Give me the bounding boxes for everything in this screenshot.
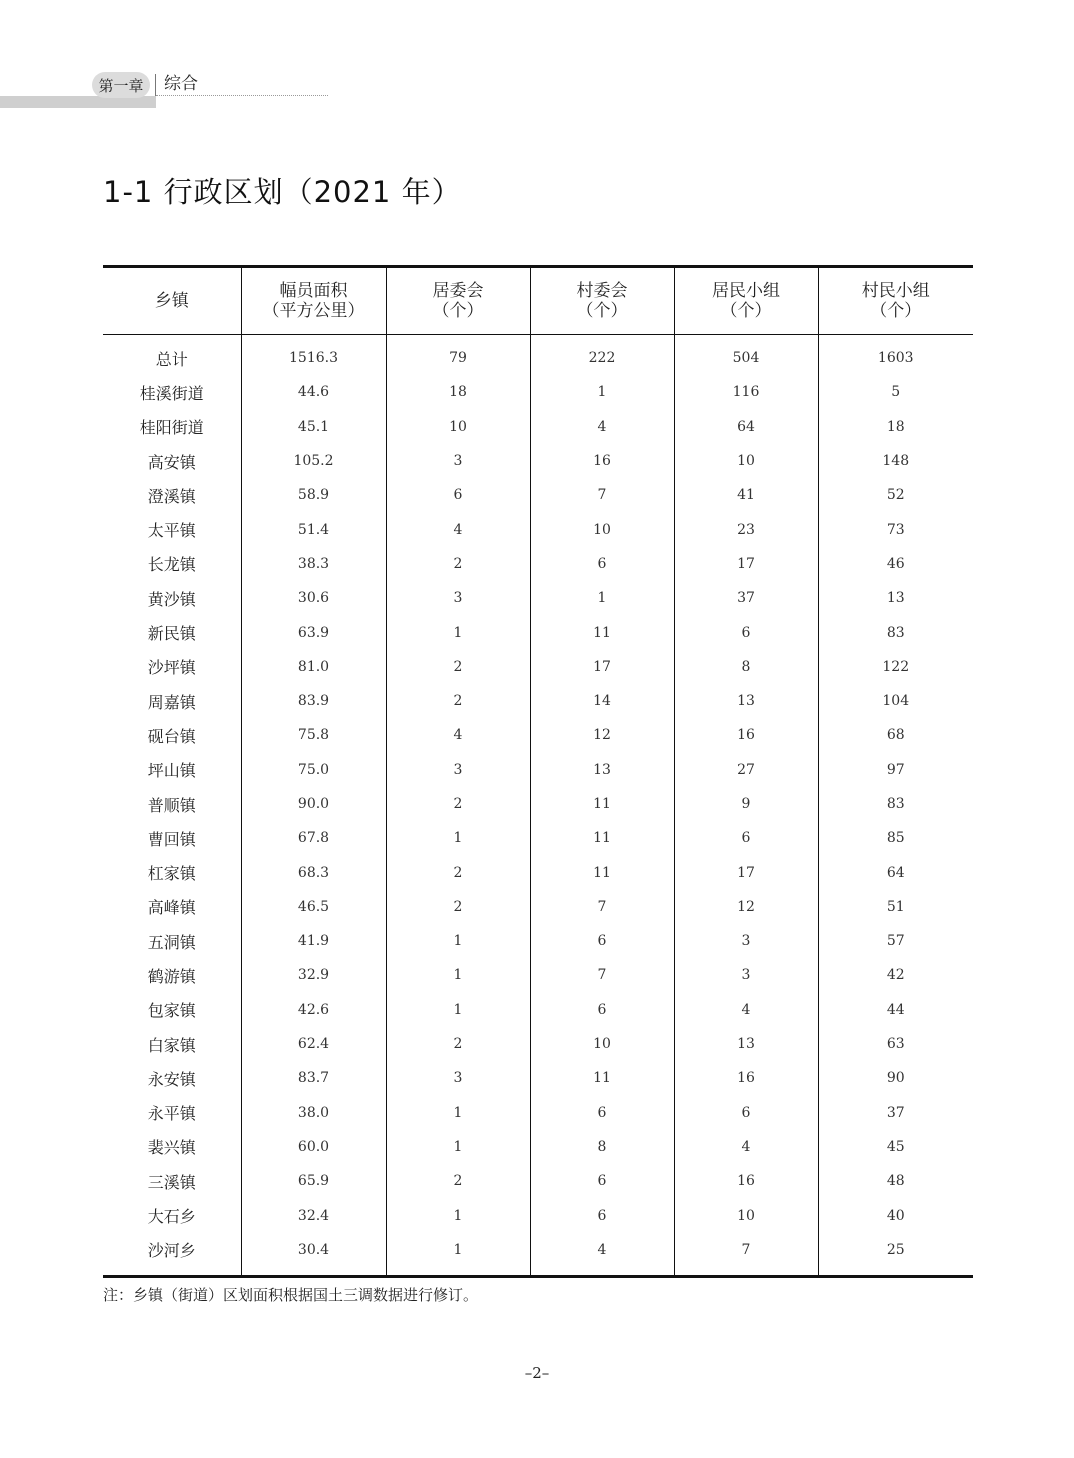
township-name-cell: 高安镇 bbox=[147, 452, 196, 472]
table-row bbox=[103, 958, 973, 992]
value-cell: 17 bbox=[674, 547, 818, 581]
value-cell: 44 bbox=[818, 993, 973, 1027]
value-cell: 1516.3 bbox=[241, 335, 386, 376]
value-cell: 6 bbox=[674, 1096, 818, 1130]
value-cell: 48 bbox=[818, 1164, 973, 1198]
table-body bbox=[103, 335, 973, 1277]
value-cell: 17 bbox=[530, 650, 674, 684]
township-name-cell: 五洞镇 bbox=[147, 932, 196, 952]
value-cell: 6 bbox=[530, 1198, 674, 1232]
value-cell: 83.9 bbox=[241, 684, 386, 718]
value-cell: 25 bbox=[818, 1233, 973, 1277]
value-cell: 11 bbox=[530, 615, 674, 649]
township-name-cell: 砚台镇 bbox=[147, 726, 196, 746]
value-cell: 3 bbox=[674, 958, 818, 992]
table-row bbox=[103, 1027, 973, 1061]
value-cell: 14 bbox=[530, 684, 674, 718]
value-cell: 51 bbox=[818, 890, 973, 924]
value-cell: 2 bbox=[386, 787, 530, 821]
value-cell: 45.1 bbox=[241, 410, 386, 444]
table-row bbox=[103, 821, 973, 855]
value-cell: 83 bbox=[818, 787, 973, 821]
column-header-unit: （个） bbox=[720, 301, 772, 321]
value-cell: 2 bbox=[386, 855, 530, 889]
value-cell: 1 bbox=[386, 1198, 530, 1232]
table-row bbox=[103, 1130, 973, 1164]
value-cell: 6 bbox=[530, 1096, 674, 1130]
value-cell: 1 bbox=[386, 1096, 530, 1130]
value-cell: 6 bbox=[530, 993, 674, 1027]
value-cell: 97 bbox=[818, 753, 973, 787]
value-cell: 7 bbox=[530, 478, 674, 512]
column-header-title: 乡镇 bbox=[154, 291, 189, 311]
value-cell: 81.0 bbox=[241, 650, 386, 684]
value-cell: 38.0 bbox=[241, 1096, 386, 1130]
table-row bbox=[103, 512, 973, 546]
value-cell: 1 bbox=[386, 1233, 530, 1277]
value-cell: 4 bbox=[674, 993, 818, 1027]
value-cell: 64 bbox=[674, 410, 818, 444]
column-header-unit: （平方公里） bbox=[262, 301, 365, 321]
value-cell: 90 bbox=[818, 1061, 973, 1095]
township-name-cell: 杠家镇 bbox=[147, 864, 196, 884]
table-row bbox=[103, 375, 973, 409]
value-cell: 12 bbox=[530, 718, 674, 752]
value-cell: 7 bbox=[674, 1233, 818, 1277]
chapter-separator bbox=[155, 74, 156, 96]
value-cell: 46.5 bbox=[241, 890, 386, 924]
township-name-cell: 永安镇 bbox=[147, 1069, 196, 1089]
value-cell: 32.9 bbox=[241, 958, 386, 992]
column-header-title: 村委会 bbox=[576, 281, 628, 301]
value-cell: 1603 bbox=[818, 335, 973, 376]
table-row bbox=[103, 1061, 973, 1095]
column-header bbox=[530, 267, 674, 335]
value-cell: 17 bbox=[674, 855, 818, 889]
value-cell: 10 bbox=[386, 410, 530, 444]
value-cell: 504 bbox=[674, 335, 818, 376]
value-cell: 9 bbox=[674, 787, 818, 821]
chapter-badge: 第一章 bbox=[92, 72, 150, 98]
value-cell: 10 bbox=[530, 512, 674, 546]
value-cell: 30.6 bbox=[241, 581, 386, 615]
value-cell: 222 bbox=[530, 335, 674, 376]
township-name-cell: 澄溪镇 bbox=[147, 486, 196, 506]
value-cell: 2 bbox=[386, 547, 530, 581]
value-cell: 13 bbox=[818, 581, 973, 615]
column-header-title: 村民小组 bbox=[861, 281, 930, 301]
admin-division-table bbox=[103, 265, 973, 1278]
column-header-title: 居委会 bbox=[432, 281, 484, 301]
table-row bbox=[103, 890, 973, 924]
value-cell: 4 bbox=[386, 512, 530, 546]
township-name-cell: 太平镇 bbox=[147, 521, 196, 541]
column-header bbox=[103, 267, 241, 335]
value-cell: 37 bbox=[674, 581, 818, 615]
value-cell: 148 bbox=[818, 444, 973, 478]
value-cell: 46 bbox=[818, 547, 973, 581]
column-header bbox=[241, 267, 386, 335]
value-cell: 1 bbox=[386, 1130, 530, 1164]
value-cell: 65.9 bbox=[241, 1164, 386, 1198]
value-cell: 51.4 bbox=[241, 512, 386, 546]
value-cell: 5 bbox=[818, 375, 973, 409]
page-number: –2– bbox=[524, 1364, 550, 1382]
table-row bbox=[103, 1233, 973, 1277]
value-cell: 83 bbox=[818, 615, 973, 649]
value-cell: 3 bbox=[674, 924, 818, 958]
township-name-cell: 普顺镇 bbox=[147, 795, 196, 815]
value-cell: 40 bbox=[818, 1198, 973, 1232]
value-cell: 27 bbox=[674, 753, 818, 787]
table-row bbox=[103, 993, 973, 1027]
value-cell: 38.3 bbox=[241, 547, 386, 581]
value-cell: 8 bbox=[674, 650, 818, 684]
value-cell: 116 bbox=[674, 375, 818, 409]
township-name-cell: 黄沙镇 bbox=[147, 589, 196, 609]
value-cell: 6 bbox=[530, 924, 674, 958]
value-cell: 67.8 bbox=[241, 821, 386, 855]
value-cell: 64 bbox=[818, 855, 973, 889]
value-cell: 11 bbox=[530, 855, 674, 889]
value-cell: 85 bbox=[818, 821, 973, 855]
value-cell: 4 bbox=[530, 410, 674, 444]
value-cell: 18 bbox=[386, 375, 530, 409]
value-cell: 73 bbox=[818, 512, 973, 546]
value-cell: 23 bbox=[674, 512, 818, 546]
value-cell: 13 bbox=[530, 753, 674, 787]
value-cell: 13 bbox=[674, 1027, 818, 1061]
value-cell: 3 bbox=[386, 581, 530, 615]
value-cell: 79 bbox=[386, 335, 530, 376]
value-cell: 58.9 bbox=[241, 478, 386, 512]
value-cell: 60.0 bbox=[241, 1130, 386, 1164]
column-header-unit: （个） bbox=[432, 301, 484, 321]
value-cell: 44.6 bbox=[241, 375, 386, 409]
value-cell: 6 bbox=[674, 615, 818, 649]
table-note: 注：乡镇（街道）区划面积根据国土三调数据进行修订。 bbox=[103, 1286, 479, 1304]
value-cell: 2 bbox=[386, 1027, 530, 1061]
value-cell: 52 bbox=[818, 478, 973, 512]
value-cell: 18 bbox=[818, 410, 973, 444]
value-cell: 2 bbox=[386, 684, 530, 718]
value-cell: 4 bbox=[386, 718, 530, 752]
table-row bbox=[103, 581, 973, 615]
column-header-unit: （个） bbox=[576, 301, 628, 321]
township-name-cell: 桂溪街道 bbox=[139, 383, 204, 403]
table-row bbox=[103, 444, 973, 478]
value-cell: 45 bbox=[818, 1130, 973, 1164]
table-row bbox=[103, 650, 973, 684]
value-cell: 11 bbox=[530, 787, 674, 821]
value-cell: 8 bbox=[530, 1130, 674, 1164]
township-name-cell: 三溪镇 bbox=[147, 1172, 196, 1192]
value-cell: 42 bbox=[818, 958, 973, 992]
value-cell: 10 bbox=[530, 1027, 674, 1061]
value-cell: 68 bbox=[818, 718, 973, 752]
value-cell: 4 bbox=[530, 1233, 674, 1277]
table-row bbox=[103, 1198, 973, 1232]
value-cell: 122 bbox=[818, 650, 973, 684]
value-cell: 75.8 bbox=[241, 718, 386, 752]
value-cell: 62.4 bbox=[241, 1027, 386, 1061]
column-header-title: 幅员面积 bbox=[279, 281, 348, 301]
value-cell: 13 bbox=[674, 684, 818, 718]
value-cell: 83.7 bbox=[241, 1061, 386, 1095]
township-name-cell: 总计 bbox=[155, 349, 188, 369]
township-name-cell: 曹回镇 bbox=[147, 829, 196, 849]
township-name-cell: 周嘉镇 bbox=[147, 692, 196, 712]
table-row bbox=[103, 335, 973, 376]
township-name-cell: 沙坪镇 bbox=[147, 658, 196, 678]
township-name-cell: 桂阳街道 bbox=[139, 418, 204, 438]
value-cell: 75.0 bbox=[241, 753, 386, 787]
value-cell: 105.2 bbox=[241, 444, 386, 478]
value-cell: 30.4 bbox=[241, 1233, 386, 1277]
value-cell: 104 bbox=[818, 684, 973, 718]
value-cell: 7 bbox=[530, 890, 674, 924]
value-cell: 2 bbox=[386, 1164, 530, 1198]
table-row bbox=[103, 855, 973, 889]
value-cell: 3 bbox=[386, 753, 530, 787]
table-row bbox=[103, 547, 973, 581]
township-name-cell: 长龙镇 bbox=[147, 555, 196, 575]
value-cell: 6 bbox=[674, 821, 818, 855]
value-cell: 1 bbox=[530, 581, 674, 615]
table-row bbox=[103, 615, 973, 649]
value-cell: 2 bbox=[386, 890, 530, 924]
value-cell: 16 bbox=[674, 1061, 818, 1095]
value-cell: 16 bbox=[674, 718, 818, 752]
value-cell: 6 bbox=[530, 547, 674, 581]
value-cell: 90.0 bbox=[241, 787, 386, 821]
value-cell: 42.6 bbox=[241, 993, 386, 1027]
value-cell: 16 bbox=[674, 1164, 818, 1198]
value-cell: 1 bbox=[386, 924, 530, 958]
township-name-cell: 新民镇 bbox=[147, 624, 196, 644]
township-name-cell: 鹤游镇 bbox=[147, 966, 196, 986]
value-cell: 10 bbox=[674, 444, 818, 478]
value-cell: 1 bbox=[386, 993, 530, 1027]
table-row bbox=[103, 718, 973, 752]
value-cell: 57 bbox=[818, 924, 973, 958]
township-name-cell: 坪山镇 bbox=[147, 761, 196, 781]
value-cell: 16 bbox=[530, 444, 674, 478]
value-cell: 1 bbox=[386, 821, 530, 855]
table-row bbox=[103, 924, 973, 958]
value-cell: 7 bbox=[530, 958, 674, 992]
table-row bbox=[103, 410, 973, 444]
value-cell: 3 bbox=[386, 444, 530, 478]
township-name-cell: 裴兴镇 bbox=[147, 1138, 196, 1158]
value-cell: 1 bbox=[386, 958, 530, 992]
township-name-cell: 包家镇 bbox=[147, 1001, 196, 1021]
table-header-row bbox=[103, 267, 973, 335]
column-header bbox=[818, 267, 973, 335]
value-cell: 41.9 bbox=[241, 924, 386, 958]
township-name-cell: 大石乡 bbox=[147, 1207, 196, 1227]
value-cell: 12 bbox=[674, 890, 818, 924]
value-cell: 63.9 bbox=[241, 615, 386, 649]
value-cell: 3 bbox=[386, 1061, 530, 1095]
column-header bbox=[674, 267, 818, 335]
table-row bbox=[103, 478, 973, 512]
township-name-cell: 白家镇 bbox=[147, 1035, 196, 1055]
value-cell: 63 bbox=[818, 1027, 973, 1061]
value-cell: 1 bbox=[386, 615, 530, 649]
value-cell: 68.3 bbox=[241, 855, 386, 889]
value-cell: 1 bbox=[530, 375, 674, 409]
table-row bbox=[103, 1096, 973, 1130]
township-name-cell: 高峰镇 bbox=[147, 898, 196, 918]
table-row bbox=[103, 684, 973, 718]
value-cell: 11 bbox=[530, 1061, 674, 1095]
page-title: 1-1 行政区划（2021 年） bbox=[103, 175, 462, 209]
table-row bbox=[103, 753, 973, 787]
value-cell: 41 bbox=[674, 478, 818, 512]
township-name-cell: 沙河乡 bbox=[147, 1241, 196, 1261]
value-cell: 37 bbox=[818, 1096, 973, 1130]
value-cell: 6 bbox=[386, 478, 530, 512]
chapter-name: 综合 bbox=[164, 74, 198, 94]
value-cell: 10 bbox=[674, 1198, 818, 1232]
column-header-unit: （个） bbox=[870, 301, 922, 321]
column-header bbox=[386, 267, 530, 335]
table-row bbox=[103, 1164, 973, 1198]
table-row bbox=[103, 787, 973, 821]
township-name-cell: 永平镇 bbox=[147, 1104, 196, 1124]
value-cell: 11 bbox=[530, 821, 674, 855]
value-cell: 2 bbox=[386, 650, 530, 684]
value-cell: 32.4 bbox=[241, 1198, 386, 1232]
value-cell: 6 bbox=[530, 1164, 674, 1198]
column-header-title: 居民小组 bbox=[712, 281, 780, 301]
value-cell: 4 bbox=[674, 1130, 818, 1164]
